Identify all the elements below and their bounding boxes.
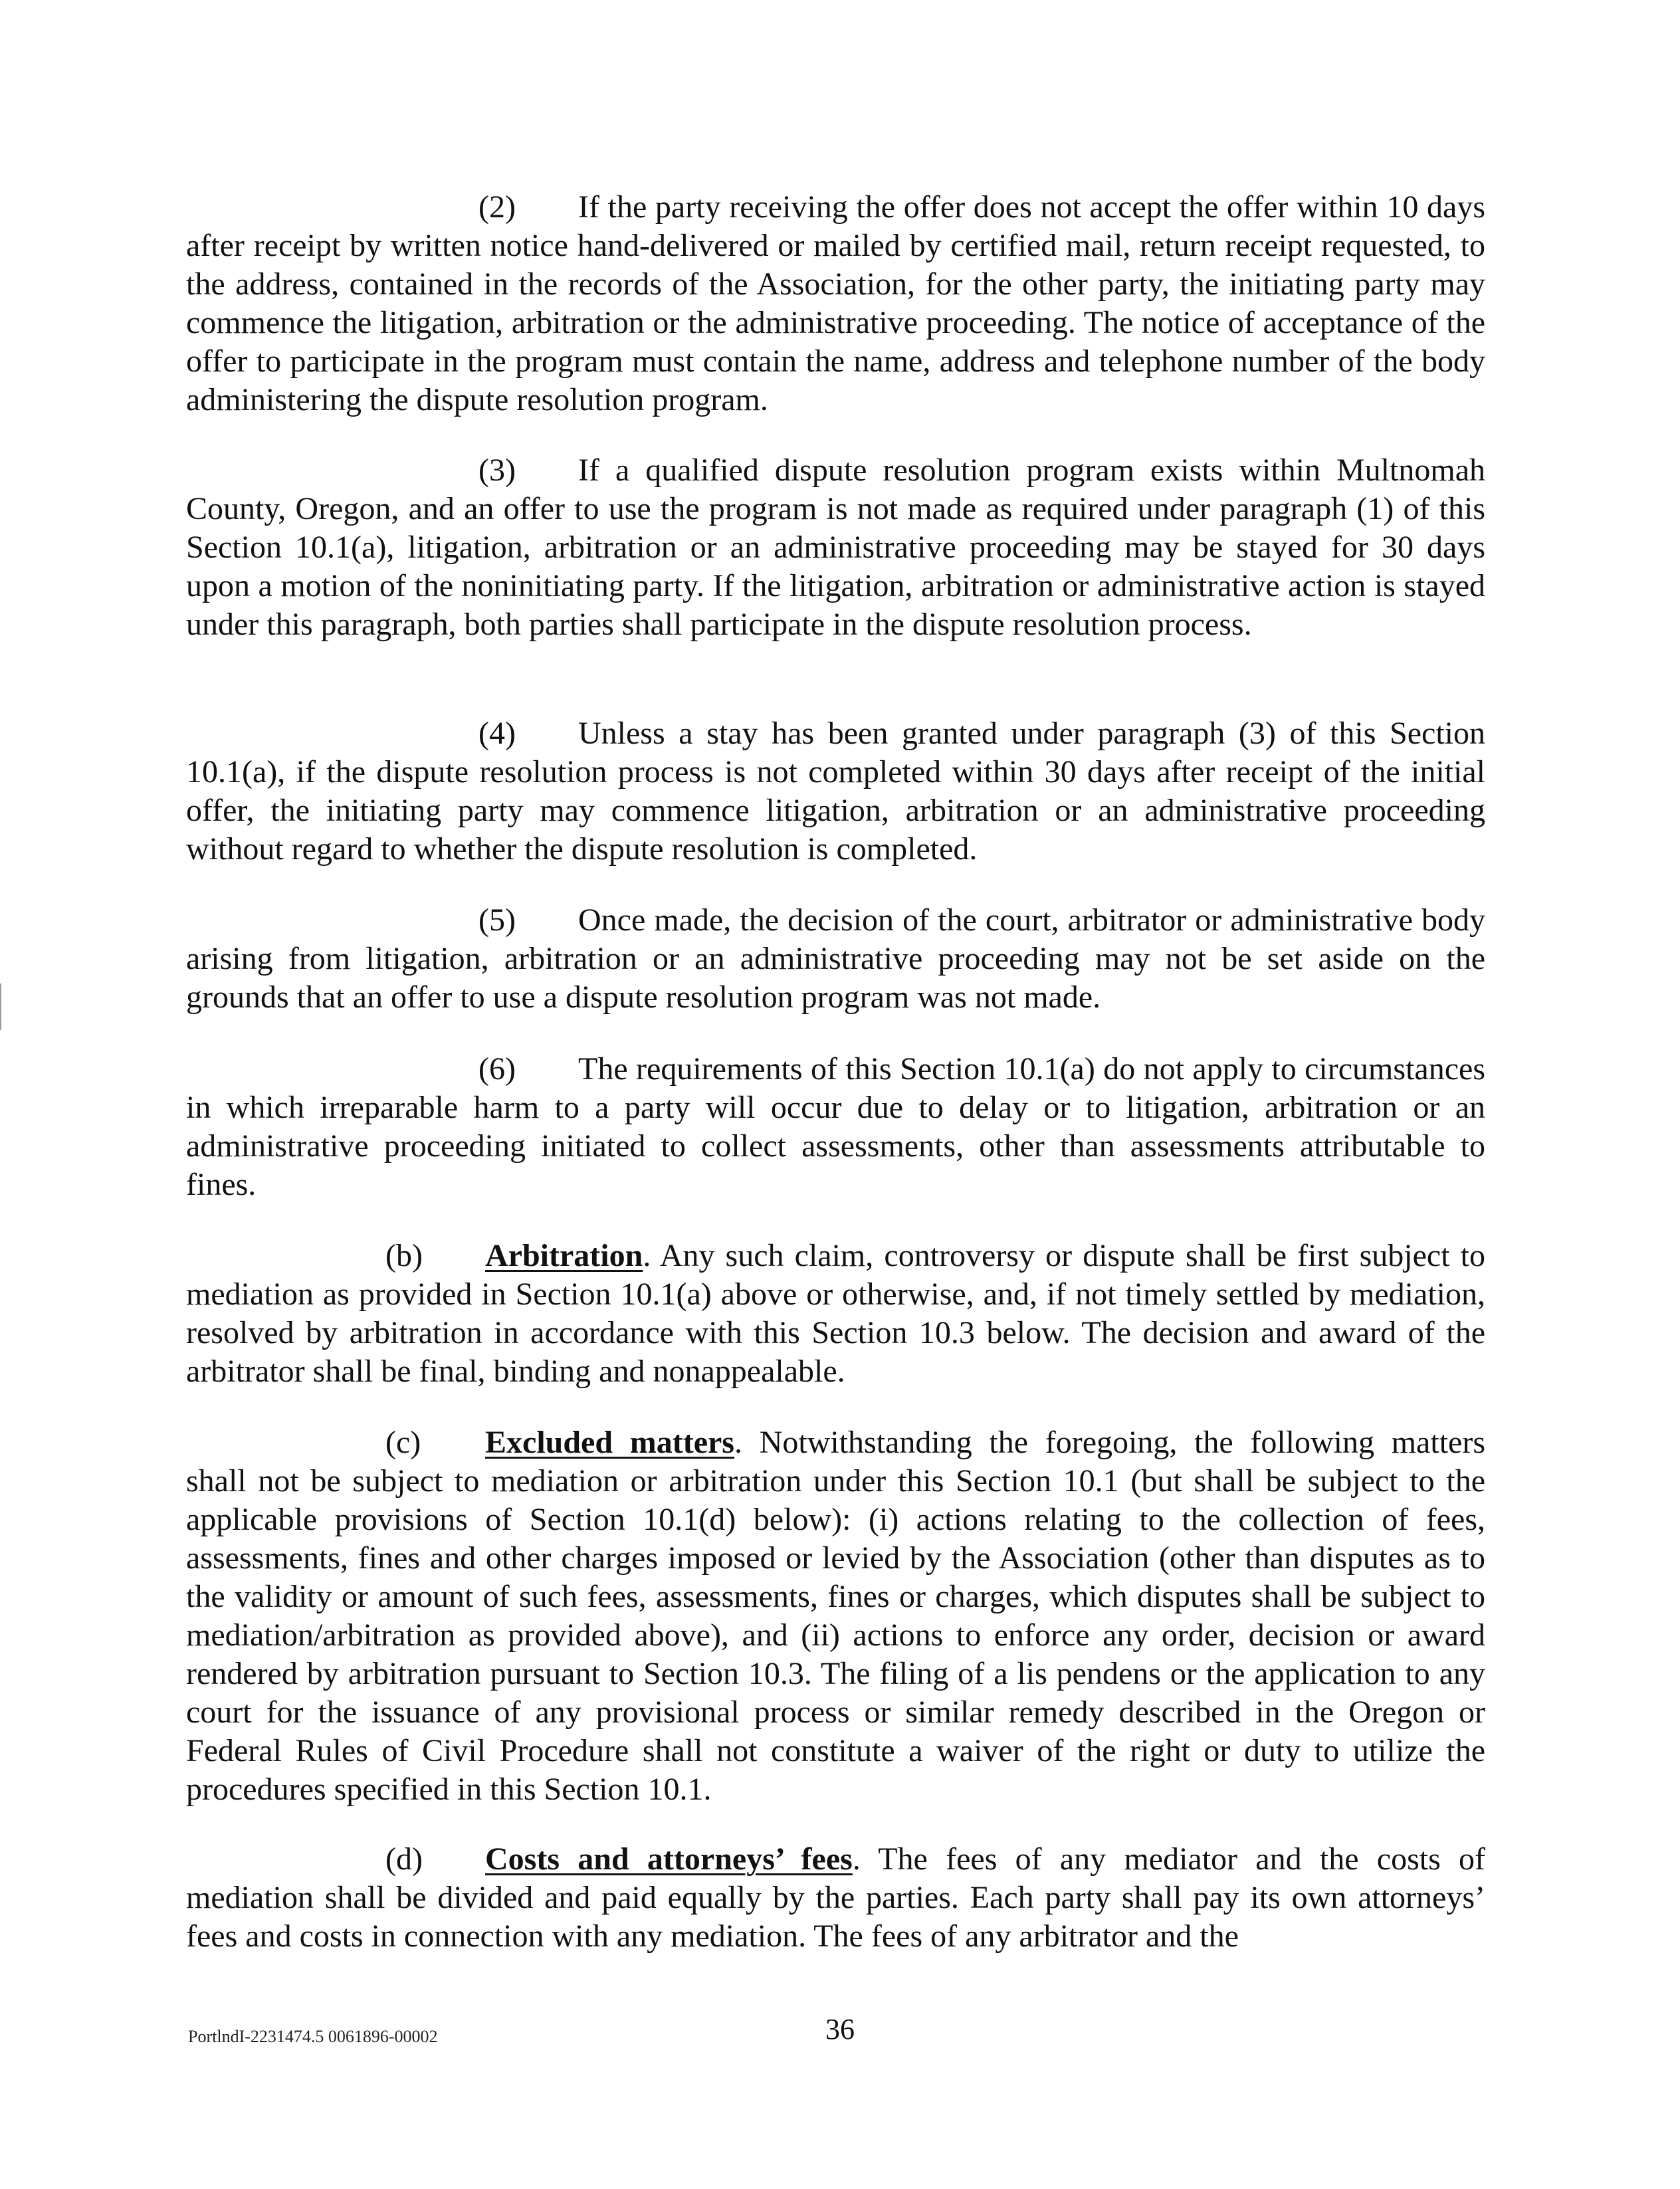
paragraph-d-costs (186, 1840, 1485, 1956)
scan-edge-mark (0, 984, 1, 1030)
paragraph-3 (186, 451, 1485, 644)
paragraph-text: If a qualified dispute resolution program exists within Multnomah County, Oregon, and an offer to use the program is not made as required under paragraph (1) of this Section 10.1(a), litigation, arbitration or an administrative proceeding may be stayed for 30 days upon a motion of the noninitiating party. If the litigation, arbitration or administrative action is stayed under this paragraph, both parties shall participate in the dispute resolution process. (186, 453, 1485, 642)
section-heading: Excluded matters (485, 1425, 734, 1460)
paragraph-marker: (5) (478, 902, 516, 938)
paragraph-marker: (3) (478, 453, 516, 488)
paragraph-text: . Notwithstanding the foregoing, the following matters shall not be subject to mediation or arbitration under this Section 10.1 (but shall be subject to the applicable provisions of Section 10.1(d) below): (i) actions relating to the collection of fees, assessments, fines and other charges imposed or levied by the Association (other than disputes as to the validity or amount of such fees, assessments, fines or charges, which disputes shall be subject to mediation/arbitration as provided above), and (ii) actions to enforce any order, decision or award rendered by arbitration pursuant to Section 10.3. The filing of a lis pendens or the application to any court for the issuance of any provisional process or similar remedy described in the Oregon or Federal Rules of Civil Procedure shall not constitute a waiver of the right or duty to utilize the procedures specified in this Section 10.1. (186, 1425, 1485, 1807)
paragraph-text: . The fees of any mediator and the costs of mediation shall be divided and paid equally by the parties. Each party shall pay its own attorneys’ fees and costs in connection with any mediation. The fees of any arbitrator and the (186, 1841, 1485, 1954)
paragraph-b-arbitration (186, 1237, 1485, 1391)
paragraph-4 (186, 714, 1485, 869)
paragraph-marker: (6) (478, 1051, 516, 1087)
paragraph-marker: (b) (385, 1238, 423, 1273)
section-heading: Arbitration (485, 1238, 643, 1273)
document-id-footer: PortlndI-2231474.5 0061896-00002 (188, 2027, 438, 2046)
section-heading: Costs and attorneys’ fees (485, 1841, 853, 1877)
paragraph-2 (186, 188, 1485, 419)
paragraph-text: Unless a stay has been granted under paragraph (3) of this Section 10.1(a), if the dispute resolution process is not completed within 30 days after receipt of the initial offer, the initiating party may commence litigation, arbitration or an administrative proceeding without regard to whether the dispute resolution is completed. (186, 716, 1485, 867)
page-number: 36 (825, 2013, 855, 2045)
paragraph-marker: (c) (385, 1425, 421, 1460)
paragraph-text: If the party receiving the offer does not accept the offer within 10 days after receipt by written notice hand-delivered or mailed by certified mail, return receipt requested, to the address, contained in the records of the Association, for the other party, the initiating party may commence the litigation, arbitration or the administrative proceeding. The notice of acceptance of the offer to participate in the program must contain the name, address and telephone number of the body administering the dispute resolution program. (186, 189, 1485, 417)
paragraph-marker: (4) (478, 716, 516, 751)
paragraph-6 (186, 1050, 1485, 1204)
paragraph-text: . Any such claim, controversy or dispute shall be first subject to mediation as provided in Section 10.1(a) above or otherwise, and, if not timely settled by mediation, resolved by arbitration in accordance with this Section 10.3 below. The decision and award of the arbitrator shall be final, binding and nonappealable. (186, 1238, 1485, 1389)
paragraph-text: The requirements of this Section 10.1(a) do not apply to circumstances in which irreparable harm to a party will occur due to delay or to litigation, arbitration or an administrative proceeding initiated to collect assessments, other than assessments attributable to fines. (186, 1051, 1485, 1202)
paragraph-marker: (2) (478, 189, 516, 225)
paragraph-text: Once made, the decision of the court, arbitrator or administrative body arising from litigation, arbitration or an administrative proceeding may not be set aside on the grounds that an offer to use a dispute resolution program was not made. (186, 902, 1485, 1015)
paragraph-c-excluded-matters (186, 1423, 1485, 1809)
paragraph-5 (186, 901, 1485, 1017)
paragraph-marker: (d) (385, 1841, 423, 1877)
